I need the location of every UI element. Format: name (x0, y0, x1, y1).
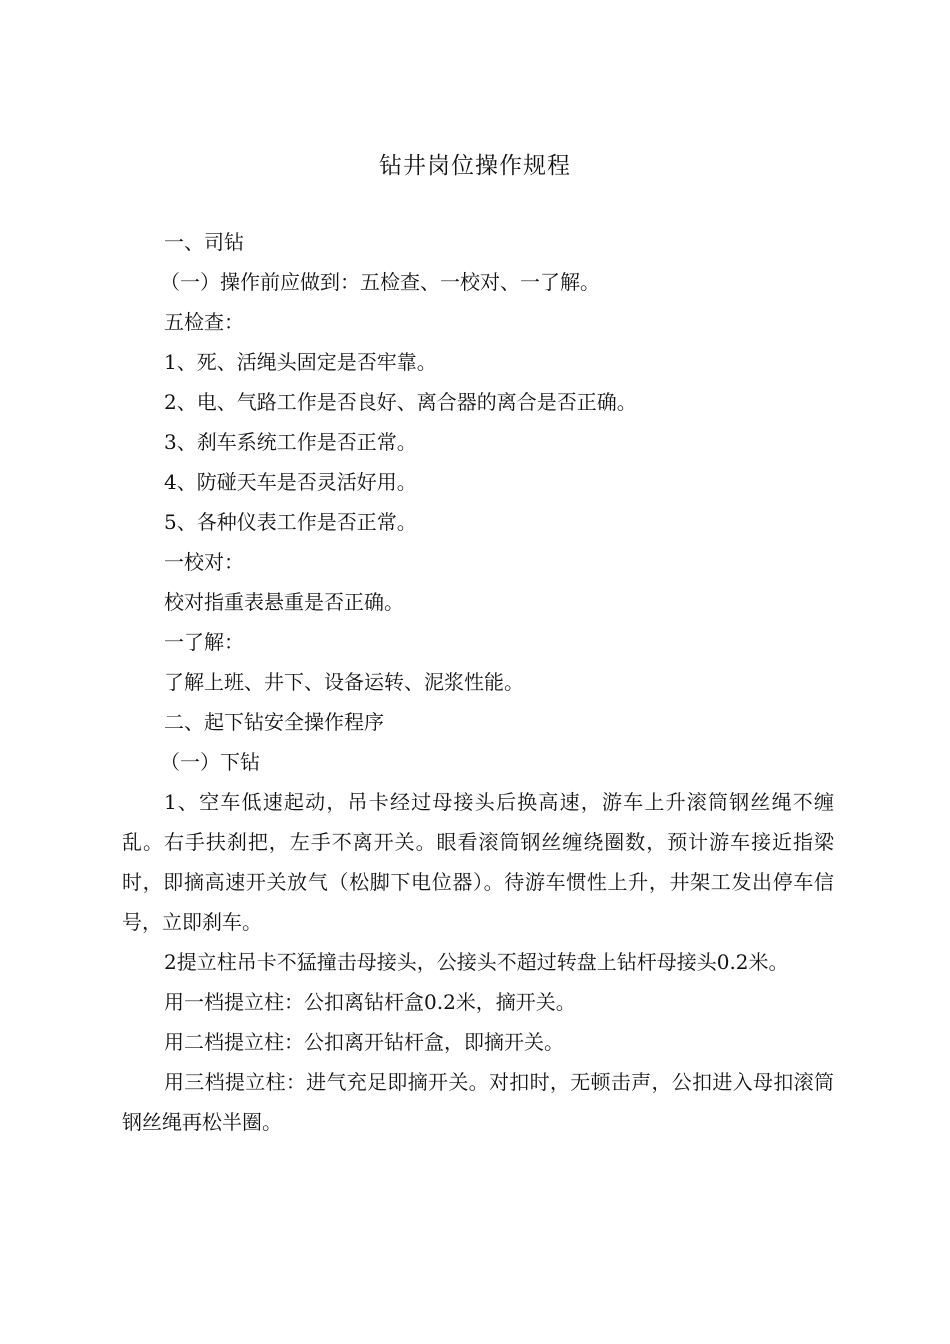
subsection-run-in: （一）下钻 (160, 750, 260, 774)
calibration-item: 校对指重表悬重是否正确。 (164, 590, 404, 614)
understand-item: 了解上班、井下、设备运转、泥浆性能。 (164, 670, 524, 694)
document-title: 钻井岗位操作规程 (379, 153, 571, 179)
check-item-1: 1、死、活绳头固定是否牢靠。 (164, 350, 437, 374)
understand-label: 一了解： (164, 630, 244, 654)
document-body (122, 222, 834, 1142)
check-item-4: 4、防碰天车是否灵活好用。 (164, 470, 417, 494)
section-heading-driller: 一、司钻 (164, 230, 244, 254)
procedure-step-1: 1、空车低速起动，吊卡经过母接头后换高速，游车上升滚筒钢丝绳不缠乱。右手扶刹把，左手不离开关。眼看滚筒钢丝缠绕圈数，预计游车接近指梁时，即摘高速开关放气（松脚下电位器）。待游车惯性上升，井架工发出停车信号，立即刹车。 (122, 790, 834, 934)
subsection-pre-operation: （一）操作前应做到：五检查、一校对、一了解。 (160, 270, 600, 294)
five-checks-label: 五检查： (164, 310, 244, 334)
check-item-2: 2、电、气路工作是否良好、离合器的离合是否正确。 (164, 390, 637, 414)
gear-1-instruction: 用一档提立柱：公扣离钻杆盒0.2米，摘开关。 (164, 990, 576, 1014)
check-item-5: 5、各种仪表工作是否正常。 (164, 510, 417, 534)
section-heading-tripping: 二、起下钻安全操作程序 (164, 710, 384, 734)
procedure-step-2: 2提立柱吊卡不猛撞击母接头，公接头不超过转盘上钻杆母接头0.2米。 (164, 950, 789, 974)
gear-3-instruction: 用三档提立柱：进气充足即摘开关。对扣时，无顿击声，公扣进入母扣滚筒钢丝绳再松半圈。 (122, 1070, 834, 1134)
check-item-3: 3、刹车系统工作是否正常。 (164, 430, 417, 454)
gear-2-instruction: 用二档提立柱：公扣离开钻杆盒，即摘开关。 (164, 1030, 564, 1054)
calibration-label: 一校对： (164, 550, 244, 574)
